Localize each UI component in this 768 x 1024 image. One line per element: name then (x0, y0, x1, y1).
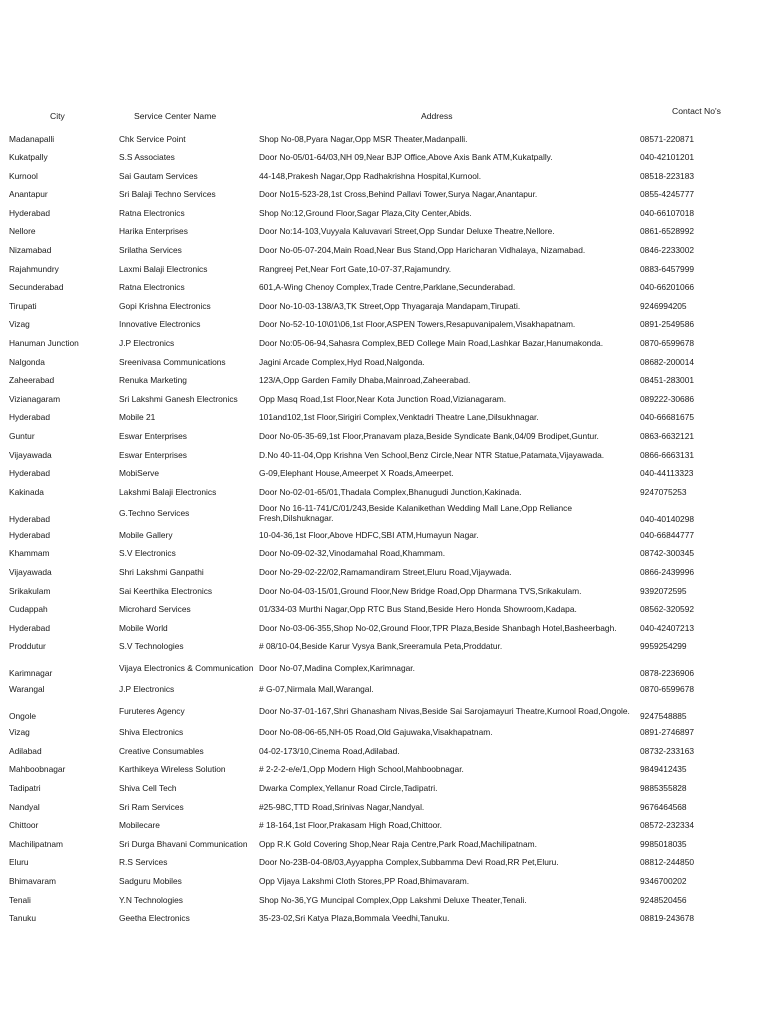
cell-service-center: Vijaya Electronics & Communication (119, 662, 254, 673)
cell-service-center: Furuteres Agency (119, 705, 185, 716)
cell-contact: 08518-223183 (640, 170, 695, 181)
cell-service-center: S.V Electronics (119, 548, 176, 559)
table-body (0, 130, 768, 928)
cell-service-center: Shiva Electronics (119, 727, 184, 738)
table-row (0, 353, 768, 372)
cell-service-center: Srilatha Services (119, 245, 182, 256)
table-row (0, 335, 768, 354)
cell-contact: 08682-200014 (640, 356, 695, 367)
table-row (0, 656, 768, 680)
cell-contact: 08572-232334 (640, 820, 695, 831)
cell-service-center: Mobile World (119, 622, 168, 633)
table-row (0, 724, 768, 743)
cell-address: Opp Vijaya Lakshmi Cloth Stores,PP Road,Bhimavaram. (259, 876, 470, 887)
cell-contact: 9985018035 (640, 838, 687, 849)
cell-address: Opp R.K Gold Covering Shop,Near Raja Centre,Park Road,Machilipatnam. (259, 838, 537, 849)
cell-service-center: Karthikeya Wireless Solution (119, 764, 226, 775)
cell-contact: 040-66681675 (640, 412, 695, 423)
cell-service-center: Mobile Gallery (119, 529, 173, 540)
cell-city: Nandyal (9, 801, 40, 812)
cell-contact: 0883-6457999 (640, 263, 695, 274)
table-row (0, 563, 768, 582)
cell-service-center: Shri Lakshmi Ganpathi (119, 566, 204, 577)
cell-address: Door No-52-10-10\01\06,1st Floor,ASPEN Towers,Resapuvanipalem,Visakhapatnam. (259, 319, 576, 330)
cell-service-center: J.P Electronics (119, 338, 175, 349)
cell-city: Zaheerabad (9, 375, 55, 386)
cell-address: Door No-05-07-204,Main Road,Near Bus Stand,Opp Haricharan Vidhalaya, Nizamabad. (259, 245, 586, 256)
cell-city: Bhimavaram (9, 876, 57, 887)
cell-address: Door No-05-35-69,1st Floor,Pranavam plaza,Beside Syndicate Bank,04/09 Brodipet,Guntur. (259, 431, 599, 441)
cell-city: Vizianagaram (9, 393, 61, 404)
table-row (0, 817, 768, 836)
cell-service-center: Laxmi Balaji Electronics (119, 263, 208, 274)
cell-service-center: Sri Durga Bhavani Communication (119, 838, 248, 849)
table-row (0, 204, 768, 223)
cell-city: Anantapur (9, 189, 48, 200)
cell-address: Door No-37-01-167,Shri Ghanasham Nivas,Beside Sai Sarojamayuri Theatre,Kurnool Road,Ongole. (259, 705, 630, 716)
cell-address: Shop No-36,YG Muncipal Complex,Opp Lakshmi Deluxe Theater,Tenali. (259, 894, 527, 905)
cell-service-center: Sai Gautam Services (119, 170, 198, 181)
cell-address: Dwarka Complex,Yellanur Road Circle,Tadipatri. (259, 783, 438, 794)
header-contact-line2: No's (704, 106, 721, 116)
cell-address: Door No-23B-04-08/03,Ayyappha Complex,Subbamma Devi Road,RR Pet,Eluru. (259, 857, 559, 868)
cell-contact: 9248520456 (640, 894, 687, 905)
cell-contact: 08571-220871 (640, 133, 695, 144)
cell-address: Door No-03-06-355,Shop No-02,Ground Floor,TPR Plaza,Beside Shanbagh Hotel,Basheerbagh. (259, 622, 617, 633)
cell-city: Adilabad (9, 745, 42, 756)
cell-address: Shop No-08,Pyara Nagar,Opp MSR Theater,Madanpalli. (259, 133, 468, 144)
cell-city: Karimnagar (9, 668, 53, 679)
table-row (0, 699, 768, 723)
cell-address: 04-02-173/10,Cinema Road,Adilabad. (259, 745, 400, 756)
cell-contact: 9959254299 (640, 641, 687, 652)
cell-contact: 040-44113323 (640, 468, 694, 479)
cell-contact: 9849412435 (640, 764, 687, 775)
table-row (0, 130, 768, 149)
cell-contact: 040-66201066 (640, 282, 695, 293)
cell-service-center: Sreenivasa Communications (119, 356, 226, 367)
table-row (0, 372, 768, 391)
table-row (0, 891, 768, 910)
cell-address: Door No-05/01-64/03,NH 09,Near BJP Office,Above Axis Bank ATM,Kukatpally. (259, 152, 553, 163)
cell-contact: 9392072595 (640, 585, 687, 596)
cell-contact: 0866-6663131 (640, 449, 695, 460)
cell-city: Tirupati (9, 300, 37, 311)
cell-address: 35-23-02,Sri Katya Plaza,Bommala Veedhi,Tanuku. (259, 913, 450, 924)
table-row (0, 742, 768, 761)
cell-contact: 0870-6599678 (640, 684, 695, 695)
cell-contact: 9247548885 (640, 711, 687, 722)
cell-service-center: Lakshmi Balaji Electronics (119, 486, 217, 497)
cell-contact: 0855-4245777 (640, 189, 695, 200)
cell-contact: 0891-2746897 (640, 727, 695, 738)
cell-address: 44-148,Prakesh Nagar,Opp Radhakrishna Hospital,Kurnool. (259, 170, 482, 181)
cell-address: Door No-08-06-65,NH-05 Road,Old Gajuwaka,Visakhapatnam. (259, 727, 493, 738)
cell-city: Mahboobnagar (9, 764, 66, 775)
table-row (0, 279, 768, 298)
cell-address: Door No-10-03-138/A3,TK Street,Opp Thyagaraja Mandapam,Tirupati. (259, 300, 521, 311)
cell-address: Rangreej Pet,Near Fort Gate,10-07-37,Rajamundry. (259, 263, 452, 274)
cell-contact: 0846-2233002 (640, 245, 695, 256)
header-address: Address (421, 111, 453, 121)
cell-service-center: Sadguru Mobiles (119, 876, 182, 887)
cell-contact: 08732-233163 (640, 745, 695, 756)
cell-service-center: Sri Lakshmi Ganesh Electronics (119, 393, 238, 404)
cell-city: Hyderabad (9, 513, 50, 524)
table-row (0, 428, 768, 447)
cell-service-center: Sri Ram Services (119, 801, 184, 812)
cell-contact: 08819-243678 (640, 913, 695, 924)
cell-city: Tadipatri (9, 783, 41, 794)
cell-city: Warangal (9, 684, 45, 695)
cell-service-center: Shiva Cell Tech (119, 783, 177, 794)
cell-service-center: R.S Services (119, 857, 168, 868)
cell-service-center: G.Techno Services (119, 508, 190, 519)
cell-city: Nellore (9, 226, 36, 237)
cell-address: # G-07,Nirmala Mall,Warangal. (259, 684, 374, 695)
table-row (0, 601, 768, 620)
cell-address: Door No:14-103,Vuyyala Kaluvavari Street,Opp Sundar Deluxe Theatre,Nellore. (259, 226, 555, 237)
cell-contact: 08742-300345 (640, 548, 695, 559)
cell-contact: 9676464568 (640, 801, 687, 812)
cell-address: Door No-09-02-32,Vinodamahal Road,Khammam. (259, 548, 446, 559)
cell-contact: 08812-244850 (640, 857, 695, 868)
table-row (0, 910, 768, 929)
cell-address: G-09,Elephant House,Ameerpet X Roads,Ameerpet. (259, 468, 454, 479)
cell-city: Vijayawada (9, 566, 52, 577)
cell-address: 101and102,1st Floor,Sirigiri Complex,Venktadri Theatre Lane,Dilsukhnagar. (259, 412, 539, 423)
cell-address: Door No-29-02-22/02,Ramamandiram Street,Eluru Road,Vijaywada. (259, 566, 512, 577)
cell-city: Srikakulam (9, 585, 51, 596)
cell-city: Cudappah (9, 604, 48, 615)
cell-contact: 089222-30686 (640, 393, 695, 404)
cell-city: Proddutur (9, 641, 46, 652)
cell-address: Door No 16-11-741/C/01/243,Beside Kalanikethan Wedding Mall Lane,Opp Reliance Fresh,Dilshuknagar. (259, 503, 573, 524)
cell-city: Madanapalli (9, 133, 55, 144)
header-contact-line1: Contact (672, 106, 702, 116)
cell-contact: 9346700202 (640, 876, 687, 887)
table-row (0, 798, 768, 817)
cell-city: Machilipatnam (9, 838, 63, 849)
cell-address: 601,A-Wing Chenoy Complex,Trade Centre,Parklane,Secunderabad. (259, 282, 516, 293)
cell-address: # 2-2-2-e/e/1,Opp Modern High School,Mahboobnagar. (259, 764, 464, 775)
cell-contact: 0878-2236906 (640, 668, 695, 679)
cell-service-center: Gopi Krishna Electronics (119, 300, 211, 311)
table-row (0, 409, 768, 428)
table-row (0, 502, 768, 526)
cell-city: Hyderabad (9, 529, 50, 540)
cell-city: Vizag (9, 319, 30, 330)
cell-service-center: S.S Associates (119, 152, 175, 163)
service-center-table (0, 130, 768, 928)
cell-city: Hyderabad (9, 207, 50, 218)
cell-address: Door No-02-01-65/01,Thadala Complex,Bhanugudi Junction,Kakinada. (259, 486, 522, 497)
cell-contact: 9885355828 (640, 783, 687, 794)
cell-address: #25-98C,TTD Road,Srinivas Nagar,Nandyal. (259, 801, 425, 812)
cell-service-center: Sri Balaji Techno Services (119, 189, 216, 200)
cell-address: Shop No:12,Ground Floor,Sagar Plaza,City Center,Abids. (259, 207, 472, 218)
cell-contact: 0870-6599678 (640, 338, 695, 349)
cell-service-center: Mobile 21 (119, 412, 156, 423)
table-row (0, 582, 768, 601)
cell-service-center: Sai Keerthika Electronics (119, 585, 213, 596)
table-row (0, 242, 768, 261)
cell-city: Nalgonda (9, 356, 45, 367)
table-row (0, 873, 768, 892)
cell-service-center: Renuka Marketing (119, 375, 187, 386)
cell-city: Eluru (9, 857, 29, 868)
table-row (0, 619, 768, 638)
cell-contact: 040-42101201 (640, 152, 695, 163)
cell-address: Door No:05-06-94,Sahasra Complex,BED College Main Road,Lashkar Bazar,Hanumakonda. (259, 338, 604, 349)
cell-city: Hyderabad (9, 622, 50, 633)
cell-city: Vijayawada (9, 449, 52, 460)
cell-contact: 040-40140298 (640, 513, 695, 524)
cell-city: Khammam (9, 548, 50, 559)
cell-city: Ongole (9, 711, 37, 722)
cell-city: Hanuman Junction (9, 338, 79, 349)
cell-contact: 9247075253 (640, 486, 687, 497)
cell-service-center: Ratna Electronics (119, 207, 185, 218)
table-row (0, 316, 768, 335)
cell-service-center: Ratna Electronics (119, 282, 185, 293)
table-row (0, 186, 768, 205)
cell-service-center: Y.N Technologies (119, 894, 183, 905)
cell-address: Door No15-523-28,1st Cross,Behind Pallavi Tower,Surya Nagar,Anantapur. (259, 189, 538, 200)
cell-contact: 0863-6632121 (640, 431, 695, 441)
cell-city: Nizamabad (9, 245, 52, 256)
cell-city: Tanuku (9, 913, 37, 924)
cell-city: Vizag (9, 727, 30, 738)
cell-city: Hyderabad (9, 412, 50, 423)
table-row (0, 149, 768, 168)
cell-city: Tenali (9, 894, 31, 905)
cell-contact: 0866-2439996 (640, 566, 695, 577)
table-row (0, 545, 768, 564)
table-row (0, 223, 768, 242)
header-service-center: Service Center Name (134, 111, 217, 121)
cell-address: D.No 40-11-04,Opp Krishna Ven School,Benz Circle,Near NTR Statue,Patamata,Vijayawada. (259, 449, 605, 460)
table-row (0, 780, 768, 799)
cell-address: Door No-04-03-15/01,Ground Floor,New Bridge Road,Opp Dharmana TVS,Srikakulam. (259, 585, 582, 596)
cell-address: Jagini Arcade Complex,Hyd Road,Nalgonda. (259, 356, 425, 367)
cell-address: Door No-07,Madina Complex,Karimnagar. (259, 662, 415, 673)
cell-service-center: Geetha Electronics (119, 913, 190, 924)
table-row (0, 260, 768, 279)
cell-address: 123/A,Opp Garden Family Dhaba,Mainroad,Zaheerabad. (259, 375, 471, 386)
cell-city: Kurnool (9, 170, 38, 181)
cell-contact: 08451-283001 (640, 375, 695, 386)
table-row (0, 638, 768, 657)
cell-service-center: Microhard Services (119, 604, 191, 615)
table-row (0, 390, 768, 409)
cell-service-center: S.V Technologies (119, 641, 184, 652)
table-row (0, 526, 768, 545)
cell-contact: 0861-6528992 (640, 226, 695, 237)
cell-city: Kakinada (9, 486, 44, 497)
table-row (0, 835, 768, 854)
table-row (0, 446, 768, 465)
cell-city: Guntur (9, 431, 35, 441)
cell-service-center: Chk Service Point (119, 133, 186, 144)
table-row (0, 761, 768, 780)
cell-service-center: Mobilecare (119, 820, 160, 831)
cell-contact: 040-42407213 (640, 622, 695, 633)
cell-city: Rajahmundry (9, 263, 59, 274)
table-row (0, 167, 768, 186)
cell-contact: 0891-2549586 (640, 319, 695, 330)
cell-service-center: MobiServe (119, 468, 160, 479)
cell-service-center: Harika Enterprises (119, 226, 188, 237)
cell-contact: 08562-320592 (640, 604, 695, 615)
cell-address: 10-04-36,1st Floor,Above HDFC,SBI ATM,Humayun Nagar. (259, 529, 479, 540)
cell-city: Kukatpally (9, 152, 48, 163)
table-row (0, 681, 768, 700)
cell-address: # 08/10-04,Beside Karur Vysya Bank,Sreeramula Peta,Proddatur. (259, 641, 503, 652)
cell-city: Secunderabad (9, 282, 64, 293)
cell-city: Hyderabad (9, 468, 50, 479)
table-row (0, 465, 768, 484)
table-row (0, 483, 768, 502)
cell-service-center: Creative Consumables (119, 745, 204, 756)
header-city: City (50, 111, 65, 121)
cell-service-center: Eswar Enterprises (119, 431, 187, 441)
header-contact (672, 106, 721, 116)
cell-address: 01/334-03 Murthi Nagar,Opp RTC Bus Stand,Beside Hero Honda Showroom,Kadapa. (259, 604, 577, 615)
cell-address: Opp Masq Road,1st Floor,Near Kota Junction Road,Vizianagaram. (259, 393, 507, 404)
cell-service-center: Innovative Electronics (119, 319, 201, 330)
cell-contact: 040-66844777 (640, 529, 695, 540)
cell-city: Chittoor (9, 820, 39, 831)
table-row (0, 854, 768, 873)
cell-service-center: Eswar Enterprises (119, 449, 187, 460)
cell-contact: 9246994205 (640, 300, 687, 311)
cell-service-center: J.P Electronics (119, 684, 175, 695)
cell-contact: 040-66107018 (640, 207, 695, 218)
table-row (0, 297, 768, 316)
cell-address: # 18-164,1st Floor,Prakasam High Road,Chittoor. (259, 820, 442, 831)
